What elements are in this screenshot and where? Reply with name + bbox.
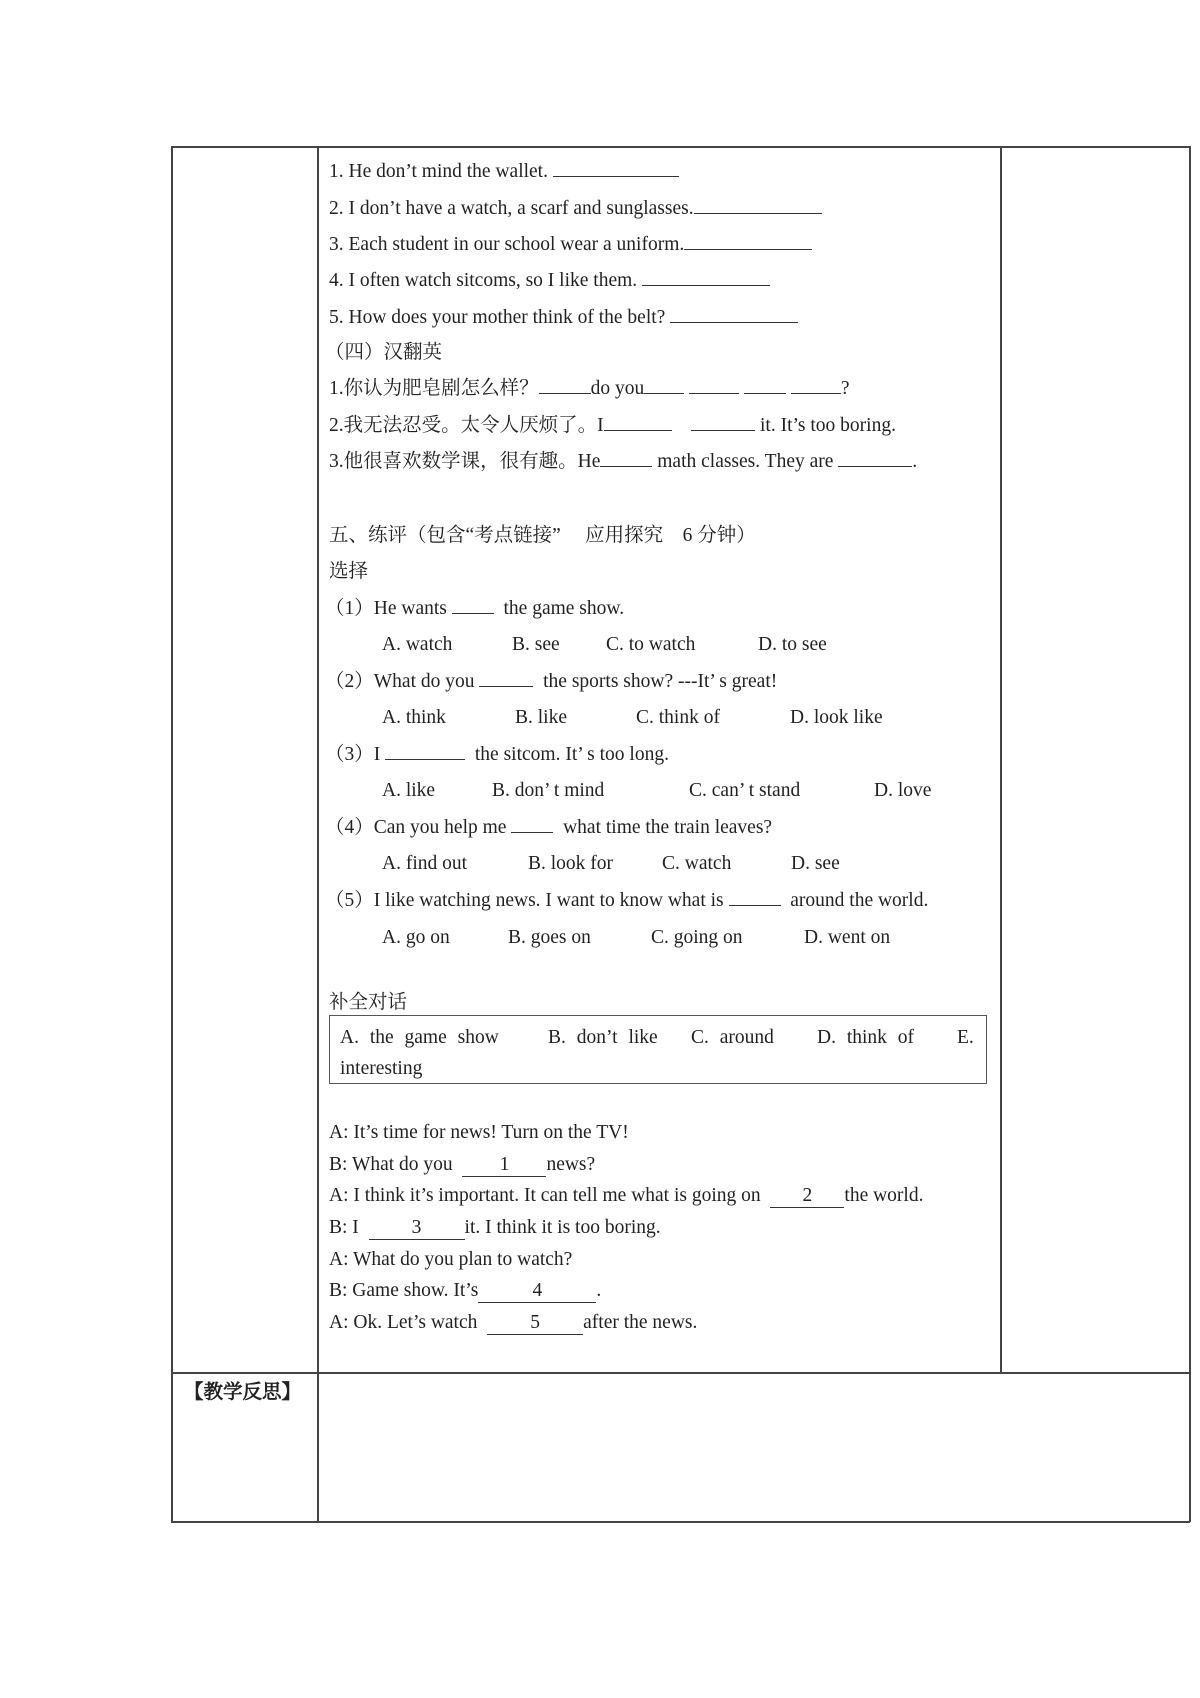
option[interactable]: D. look like [790, 707, 883, 728]
answer-blank[interactable] [604, 430, 672, 431]
table-left-border [171, 146, 173, 1522]
dialogue-line: A: I think it’s important. It can tell me what is going on 2 the world. [329, 1185, 924, 1206]
answer-blank[interactable]: 1 [462, 1154, 546, 1177]
table-top-border [171, 146, 1190, 148]
answer-blank[interactable] [838, 466, 912, 467]
option[interactable]: B. see [512, 634, 560, 655]
table-col-divider [317, 146, 319, 1522]
table-row-divider [171, 1372, 1190, 1374]
option[interactable]: A. watch [382, 634, 453, 655]
option[interactable]: A. think [382, 707, 446, 728]
dialogue-line: B: I 3 it. I think it is too boring. [329, 1217, 661, 1238]
dialogue-line: A: What do you plan to watch? [329, 1249, 573, 1270]
word-bank-item: C. around [691, 1027, 774, 1048]
correction-item-5: 5. How does your mother think of the belt? [329, 305, 798, 331]
translation-item-2: 2.我无法忍受。太令人厌烦了。I it. It’s too boring. [329, 415, 896, 436]
correction-item-3: 3. Each student in our school wear a uniform. [329, 232, 812, 258]
option[interactable]: A. find out [382, 853, 468, 874]
dialogue-line: B: What do you 1 news? [329, 1154, 596, 1175]
reflection-label: 【教学反思】 [184, 1382, 302, 1403]
answer-blank[interactable] [600, 466, 652, 467]
option[interactable]: B. like [515, 707, 567, 728]
choice-question-4: （4）Can you help me what time the train leaves? [325, 817, 773, 838]
answer-blank[interactable] [691, 430, 755, 431]
word-bank-item: B. don’t like [548, 1027, 658, 1048]
answer-blank[interactable] [511, 832, 553, 833]
answer-blank[interactable] [539, 393, 591, 394]
answer-blank[interactable] [684, 249, 812, 250]
table-right-border [1189, 146, 1191, 1522]
option[interactable]: C. think of [636, 707, 720, 728]
option[interactable]: C. can’ t stand [689, 780, 801, 801]
choice-question-5: （5）I like watching news. I want to know what is around the world. [325, 890, 929, 911]
correction-item-1: 1. He don’t mind the wallet. [329, 159, 679, 185]
answer-blank[interactable] [452, 613, 494, 614]
correction-item-2: 2. I don’t have a watch, a scarf and sunglasses. [329, 196, 822, 222]
answer-blank[interactable]: 2 [770, 1185, 844, 1208]
translation-item-3: 3.他很喜欢数学课，很有趣。He math classes. They are . [329, 451, 918, 472]
dialogue-line: A: Ok. Let’s watch 5 after the news. [329, 1312, 698, 1333]
answer-blank[interactable]: 4 [478, 1280, 596, 1303]
dialogue-line: A: It’s time for news! Turn on the TV! [329, 1122, 629, 1143]
answer-blank[interactable] [744, 393, 786, 394]
answer-blank[interactable] [694, 213, 822, 214]
option[interactable]: A. go on [382, 927, 450, 948]
choice-question-3: （3）I the sitcom. It’ s too long. [325, 744, 669, 765]
word-bank-item: A. the game show [340, 1027, 499, 1048]
table-col-divider-right [1000, 146, 1002, 1373]
word-bank-item: D. think of [817, 1027, 915, 1048]
option[interactable]: B. goes on [508, 927, 591, 948]
answer-blank[interactable] [689, 393, 739, 394]
answer-blank[interactable] [729, 905, 781, 906]
answer-blank[interactable]: 5 [487, 1312, 583, 1335]
choice-question-2: （2）What do you the sports show? ---It’ s great! [325, 671, 778, 692]
answer-blank[interactable] [791, 393, 841, 394]
section-heading: （四）汉翻英 [325, 342, 443, 363]
option[interactable]: D. went on [804, 927, 891, 948]
option[interactable]: C. to watch [606, 634, 696, 655]
dialogue-label: 补全对话 [329, 992, 408, 1013]
correction-item-4: 4. I often watch sitcoms, so I like them. [329, 268, 770, 294]
option[interactable]: D. see [791, 853, 840, 874]
word-bank-item: E. [957, 1027, 974, 1048]
option[interactable]: D. to see [758, 634, 827, 655]
answer-blank[interactable]: 3 [369, 1217, 465, 1240]
option[interactable]: A. like [382, 780, 436, 801]
answer-blank[interactable] [642, 285, 770, 286]
answer-blank[interactable] [385, 759, 465, 760]
option[interactable]: D. love [874, 780, 932, 801]
option[interactable]: C. going on [651, 927, 743, 948]
option[interactable]: C. watch [662, 853, 732, 874]
translation-item-1: 1.你认为肥皂剧怎么样？ do you ? [329, 378, 850, 399]
answer-blank[interactable] [553, 176, 679, 177]
option[interactable]: B. look for [528, 853, 614, 874]
table-bottom-border [171, 1521, 1190, 1523]
answer-blank[interactable] [479, 686, 533, 687]
dialogue-line: B: Game show. It’s 4 . [329, 1280, 602, 1301]
option[interactable]: B. don’ t mind [492, 780, 605, 801]
answer-blank[interactable] [670, 322, 798, 323]
section-heading: 五、练评（包含“考点链接” 应用探究 6 分钟） [329, 525, 756, 546]
choose-label: 选择 [329, 561, 369, 582]
word-bank-item: interesting [340, 1058, 423, 1079]
answer-blank[interactable] [644, 393, 684, 394]
choice-question-1: （1）He wants the game show. [325, 598, 625, 619]
